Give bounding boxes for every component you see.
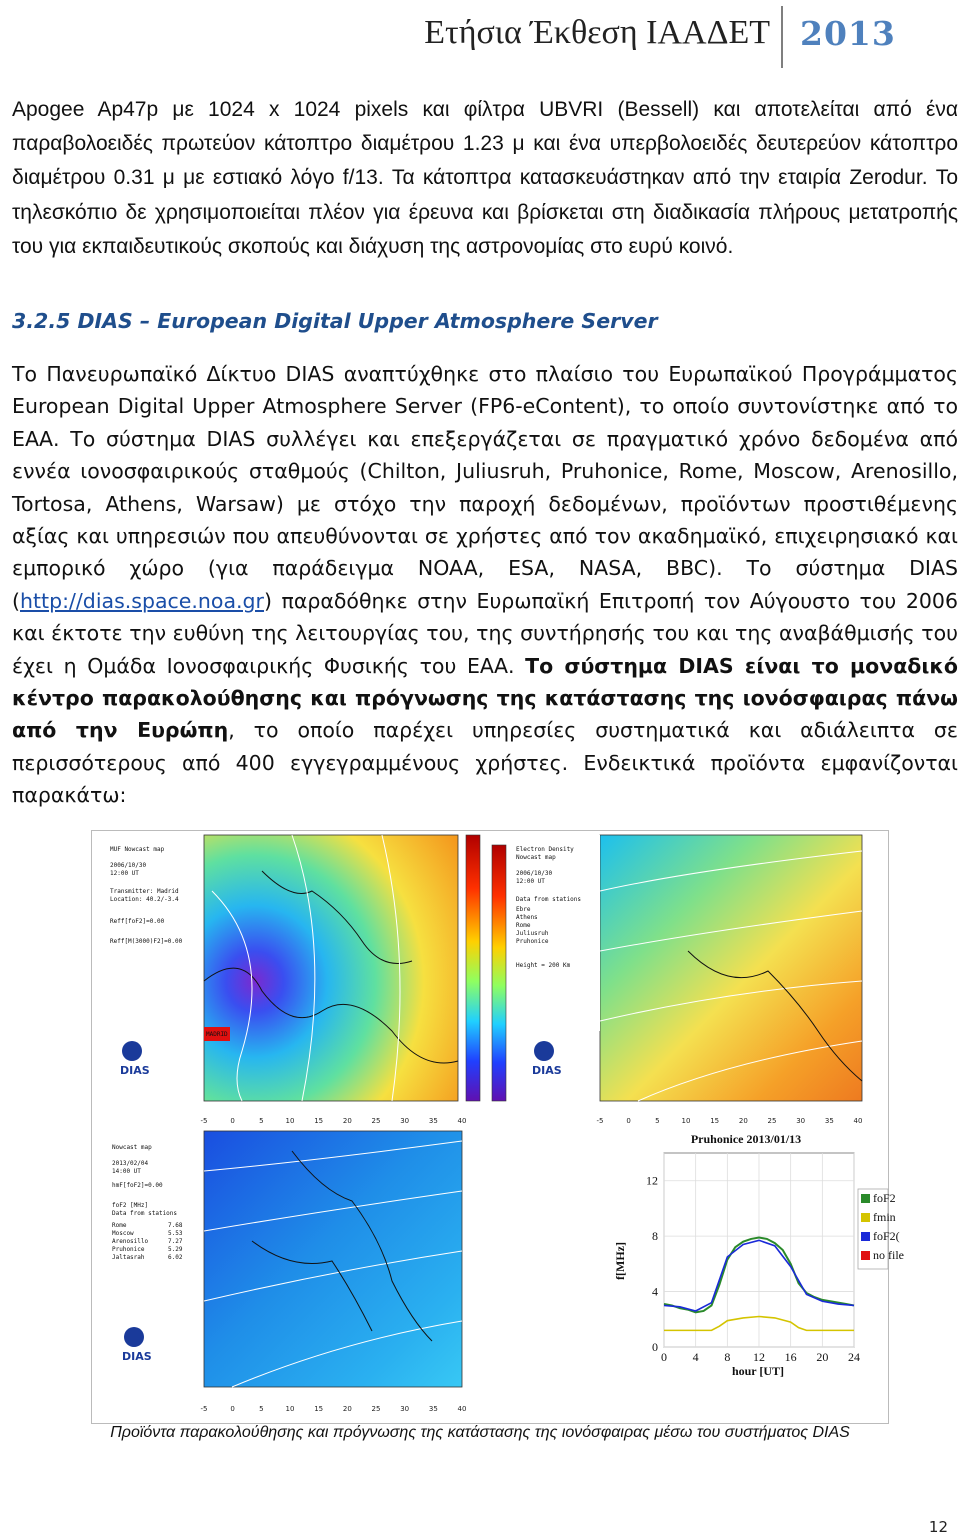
intro-paragraph: Apogee Ap47p με 1024 x 1024 pixels και φίλτρα UBVRI (Bessell) και αποτελείται από ένα παραβολοειδές πρωτεύον κάτοπτρο διαμέτρου 1.23 μ και ένα υπερβολοειδές δευτερεύον κάτοπτρο διαμέτρου 0.31 μ με εστιακό λόγο f/13. Τα κάτοπτρα κατασκευάστηκαν από την εταιρία Zerodur. Το τηλεσκόπιο δε χρησιμοποιείται πλέον για έρευνα και βρίσκεται στη διαδικασία πλήρους μετατροπής του για εκπαιδευτικούς σκοπούς και διάχυση της αστρονομίας στο ευρύ κοινό.	[12, 98, 958, 258]
fof2-station-2: Moscow	[112, 1230, 134, 1237]
map-xtick-label: -5	[200, 1117, 208, 1125]
legend-swatch	[861, 1194, 870, 1203]
fof2-value-3: 7.27	[168, 1238, 183, 1245]
muf-line-3: 12:00 UT	[110, 870, 139, 877]
map-xtick-label: 20	[342, 1117, 352, 1125]
fof2-line-2: 2013/02/04	[112, 1160, 149, 1167]
fof2-value-1: 7.68	[168, 1222, 183, 1229]
dias-text-part2: ) παραδόθηκε στην Ευρωπαϊκή Επιτροπή τον Αύγουστο του 2006 και έκτοτε την ευθύνη της λειτουργίας του, της συντήρησής του και της αναβάθμισής του έχει η Ομάδα Ιονοσφαιρικής Φυσικής του ΕΑΑ.	[12, 588, 958, 678]
density-line-5: Data from stations	[516, 896, 582, 903]
chart-ytick-label: 4	[652, 1284, 658, 1299]
header-divider	[781, 6, 783, 68]
dias-logo-1-text: DIAS	[120, 1064, 150, 1077]
map-xtick-label: 10	[681, 1117, 691, 1125]
muf-colorbar	[466, 835, 480, 1101]
electron-density-map	[488, 831, 888, 1133]
legend-label: foF2(	[873, 1229, 900, 1243]
density-info-box	[514, 835, 600, 1031]
chart-ytick-label: 0	[652, 1340, 658, 1354]
map-xtick-label: 35	[428, 1117, 438, 1125]
map-xtick-label: 40	[457, 1405, 467, 1413]
density-line-4: 12:00 UT	[516, 878, 545, 885]
dias-bold-statement: Το σύστημα DIAS είναι το μοναδικό κέντρο παρακολούθησης και πρόγνωσης της κατάστασης της ιονόσφαιρας πάνω από την Ευρώπη	[12, 653, 958, 743]
density-line-2: Nowcast map	[516, 854, 556, 861]
density-colorbar	[492, 845, 506, 1101]
fof2-line-5: foF2 [MHz]	[112, 1202, 149, 1209]
legend-label: foF2	[873, 1191, 896, 1205]
fof2-value-4: 5.29	[168, 1246, 183, 1253]
chart-ytick-label: 8	[652, 1229, 658, 1244]
map-xtick-label: 15	[314, 1117, 324, 1125]
chart-xtick-label: 4	[692, 1350, 699, 1364]
map-xtick-label: 40	[853, 1117, 863, 1125]
map-xtick-label: 25	[371, 1117, 381, 1125]
dias-logo-3-text: DIAS	[122, 1350, 152, 1363]
map-xtick-label: 15	[314, 1405, 324, 1413]
chart-legend	[858, 1189, 904, 1269]
products-figure	[91, 830, 904, 1424]
legend-label: fmin	[873, 1210, 896, 1224]
legend-swatch	[861, 1232, 870, 1241]
fof2-station-5: Jaltasrah	[112, 1254, 145, 1261]
map-xtick-label: 25	[371, 1405, 381, 1413]
density-line-8: Rome	[516, 922, 531, 929]
chart-ylabel: f[MHz]	[613, 1242, 627, 1280]
legend-label: no file	[873, 1248, 904, 1262]
chart-xtick-label: 12	[753, 1350, 765, 1364]
chart-xtick-label: 24	[848, 1350, 860, 1364]
map-xtick-label: 0	[230, 1405, 235, 1413]
muf-nowcast-map	[92, 831, 492, 1133]
chart-xtick-label: 8	[724, 1350, 731, 1364]
map-xtick-label: 10	[285, 1117, 295, 1125]
chart-title: Pruhonice 2013/01/13	[690, 1132, 802, 1146]
muf-line-2: 2006/10/30	[110, 862, 147, 869]
map-xtick-label: 20	[342, 1405, 352, 1413]
legend-swatch	[861, 1251, 870, 1260]
fof2-value-2: 5.53	[168, 1230, 183, 1237]
map-xtick-label: 30	[400, 1405, 410, 1413]
page-number: 12	[928, 1518, 948, 1536]
chart-xtick-label: 16	[784, 1350, 797, 1364]
muf-line-5: Location: 40.2/-3.4	[110, 896, 179, 903]
fof2-value-5: 6.02	[168, 1254, 183, 1261]
map-xtick-label: 30	[796, 1117, 806, 1125]
fof2-station-3: Arenosillo	[112, 1238, 149, 1245]
fof2-nowcast-map	[92, 1131, 492, 1421]
density-line-1: Electron Density	[516, 846, 574, 853]
report-title: Ετήσια Έκθεση ΙΑΑΔΕΤ	[424, 14, 770, 51]
dias-text-part1: Το Πανευρωπαϊκό Δίκτυο DIAS αναπτύχθηκε στο πλαίσιο του Ευρωπαϊκού Προγράμματος European Digital Upper Atmosphere Server (FP6-eContent), το οποίο συντονίστηκε από το ΕΑΑ. Το σύστημα DIAS συλλέγει και επεξεργάζεται σε πραγματικό χρόνο δεδομένα από εννέα ιονοσφαιρικούς σταθμούς (Chilton, Juliusruh, Pruhonice, Rome, Moscow, Arenosillo, Tortosa, Athens, Warsaw) με στόχο την παροχή δεδομένων, προϊόντων προστιθέμενης αξίας και υπηρεσιών που απευθύνονται σε χρήστες από τον ακαδημαϊκό, επιχειρησιακό και εμπορικό χώρο (για παράδειγμα NOAA, ESA, NASA, BBC). Το σύστημα DIAS (	[12, 362, 958, 613]
map-xtick-label: 10	[285, 1405, 295, 1413]
map-xtick-label: 0	[230, 1117, 235, 1125]
figure-caption: Προϊόντα παρακολούθησης και πρόγνωσης της κατάστασης της ιονόσφαιρας μέσω του συστήματος DIAS	[110, 1424, 850, 1441]
dias-logo-2-text: DIAS	[532, 1064, 562, 1077]
muf-line-7: Reff[M(3000)F2]=0.00	[110, 938, 183, 945]
chart-ytick-label: 12	[646, 1173, 658, 1188]
map-xtick-label: 5	[259, 1405, 264, 1413]
density-line-7: Athens	[516, 914, 538, 921]
map-xtick-label: 35	[428, 1405, 438, 1413]
fof2-station-4: Pruhonice	[112, 1246, 145, 1253]
muf-line-6: Reff[foF2]=0.00	[110, 918, 165, 925]
density-line-3: 2006/10/30	[516, 870, 553, 877]
legend-swatch	[861, 1213, 870, 1222]
chart-xtick-label: 0	[661, 1350, 667, 1364]
fof2-station-1: Rome	[112, 1222, 127, 1229]
map-xtick-label: 20	[738, 1117, 748, 1125]
dias-paragraph	[12, 358, 958, 812]
section-title: 3.2.5 DIAS – European Digital Upper Atmosphere Server	[12, 309, 658, 333]
fof2-line-3: 14:00 UT	[112, 1168, 141, 1175]
map-xtick-label: 35	[824, 1117, 834, 1125]
report-year: 2013	[800, 14, 896, 53]
density-line-9: Juliusruh	[516, 930, 549, 937]
dias-link[interactable]: http://dias.space.noa.gr	[20, 588, 264, 613]
chart-xlabel: hour [UT]	[731, 1364, 785, 1378]
map-xtick-label: 30	[400, 1117, 410, 1125]
fof2-line-6: Data from stations	[112, 1210, 178, 1217]
pruhonice-chart	[488, 1131, 904, 1421]
chart-xtick-label: 20	[816, 1350, 829, 1364]
muf-line-1: MUF Nowcast map	[110, 846, 165, 853]
map-xtick-label: -5	[200, 1405, 208, 1413]
map-xtick-label: 40	[457, 1117, 467, 1125]
map-xtick-label: 15	[710, 1117, 720, 1125]
map-xtick-label: 0	[626, 1117, 631, 1125]
fof2-line-4: hmF[foF2]=0.00	[112, 1182, 163, 1189]
madrid-label: MADRID	[206, 1031, 228, 1038]
dias-text-part3: , το οποίο παρέχει υπηρεσίες συστηματικά και αδιάλειπτα σε περισσότερους από 400 εγγεγραμμένους χρήστες. Ενδεικτικά προϊόντα εμφανίζονται παρακάτω:	[12, 718, 958, 808]
fof2-line-1: Nowcast map	[112, 1144, 152, 1151]
chart-plot-area	[646, 1153, 860, 1364]
map-xtick-label: 25	[767, 1117, 777, 1125]
muf-line-4: Transmitter: Madrid	[110, 888, 179, 895]
map-xtick-label: 5	[655, 1117, 660, 1125]
density-line-11: Height = 200 Km	[516, 962, 571, 969]
map-xtick-label: -5	[596, 1117, 604, 1125]
map-xtick-label: 5	[259, 1117, 264, 1125]
density-line-10: Pruhonice	[516, 938, 549, 945]
density-line-6: Ebre	[516, 906, 531, 913]
muf-info-box	[96, 835, 202, 1027]
page-header	[0, 0, 960, 78]
fof2-info-box	[96, 1135, 202, 1325]
